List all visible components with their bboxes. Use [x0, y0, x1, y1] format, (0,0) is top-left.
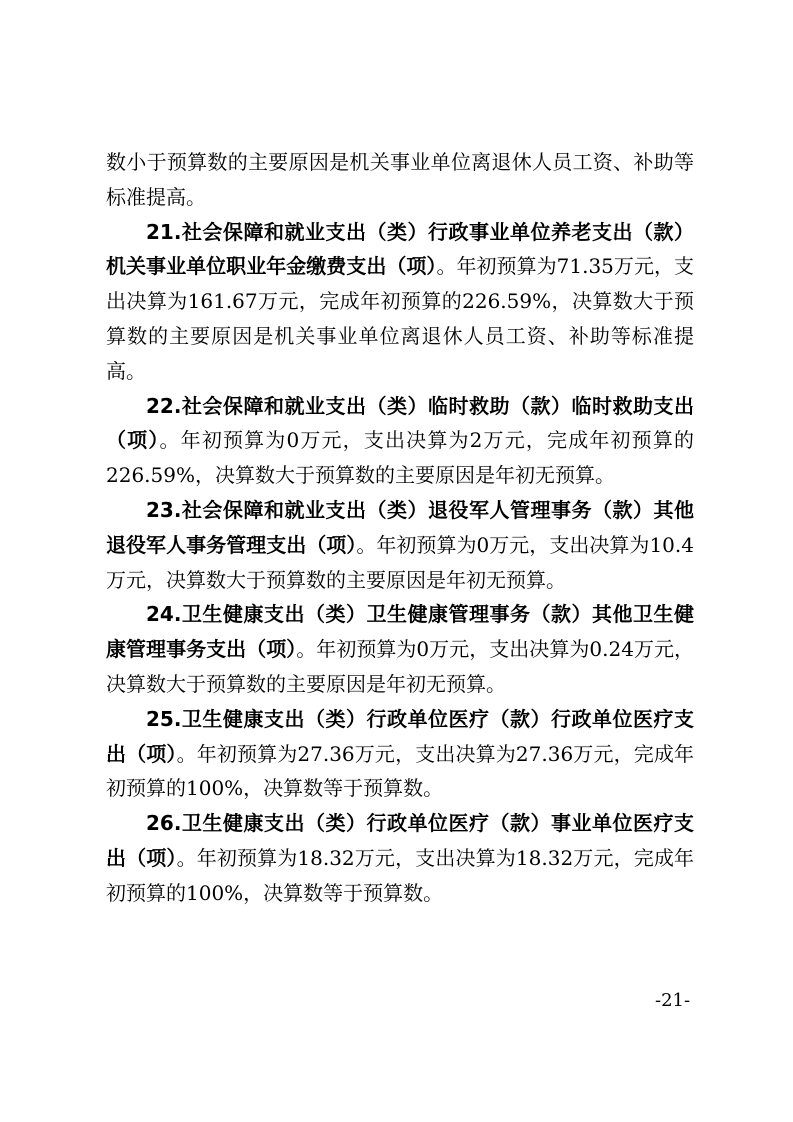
document-body [106, 145, 694, 911]
paragraph-item-22 [106, 389, 694, 493]
paragraph-body: 。年初预算为18.32万元，支出决算为18.32万元，完成年初预算的100%，决算数等于预算数。 [106, 845, 695, 905]
item-heading: 25.卫生健康支出（类）行政单位医疗（款）行政单位医疗支出（项） [106, 706, 694, 766]
item-heading: 24.卫生健康支出（类）卫生健康管理事务（款）其他卫生健康管理事务支出（项） [106, 602, 694, 662]
paragraph-body: 。年初预算为27.36万元，支出决算为27.36万元，完成年初预算的100%，决算数等于预算数。 [106, 741, 695, 801]
item-heading: 22.社会保障和就业支出（类）临时救助（款）临时救助支出（项） [106, 393, 694, 453]
item-heading: 23.社会保障和就业支出（类）退役军人管理事务（款）其他退役军人事务管理支出（项） [106, 497, 694, 557]
paragraph-item-25 [106, 702, 694, 806]
paragraph-item-23 [106, 493, 694, 597]
paragraph-body: 。年初预算为0万元，支出决算为0.24万元，决算数大于预算数的主要原因是年初无预算。 [106, 637, 694, 696]
paragraph-body: 数小于预算数的主要原因是机关事业单位离退休人员工资、补助等标准提高。 [106, 150, 694, 209]
paragraph-body: 。年初预算为0万元，支出决算为10.4万元，决算数大于预算数的主要原因是年初无预算。 [106, 532, 694, 592]
paragraph-body: 。年初预算为71.35万元，支出决算为161.67万元，完成年初预算的226.59%，决算数大于预算数的主要原因是机关事业单位离退休人员工资、补助等标准提高。 [106, 254, 694, 383]
paragraph-item-24 [106, 597, 694, 701]
paragraph-body: 。年初预算为0万元，支出决算为2万元，完成年初预算的226.59%，决算数大于预算数的主要原因是年初无预算。 [106, 428, 695, 488]
item-heading: 21.社会保障和就业支出（类）行政事业单位养老支出（款）机关事业单位职业年金缴费支出（项） [106, 219, 694, 279]
paragraph-item-21 [106, 215, 694, 389]
paragraph-item-26 [106, 806, 694, 910]
item-heading: 26.卫生健康支出（类）行政单位医疗（款）事业单位医疗支出（项） [106, 811, 694, 870]
paragraph-continued [106, 145, 694, 215]
page-number: -21- [655, 990, 691, 1011]
